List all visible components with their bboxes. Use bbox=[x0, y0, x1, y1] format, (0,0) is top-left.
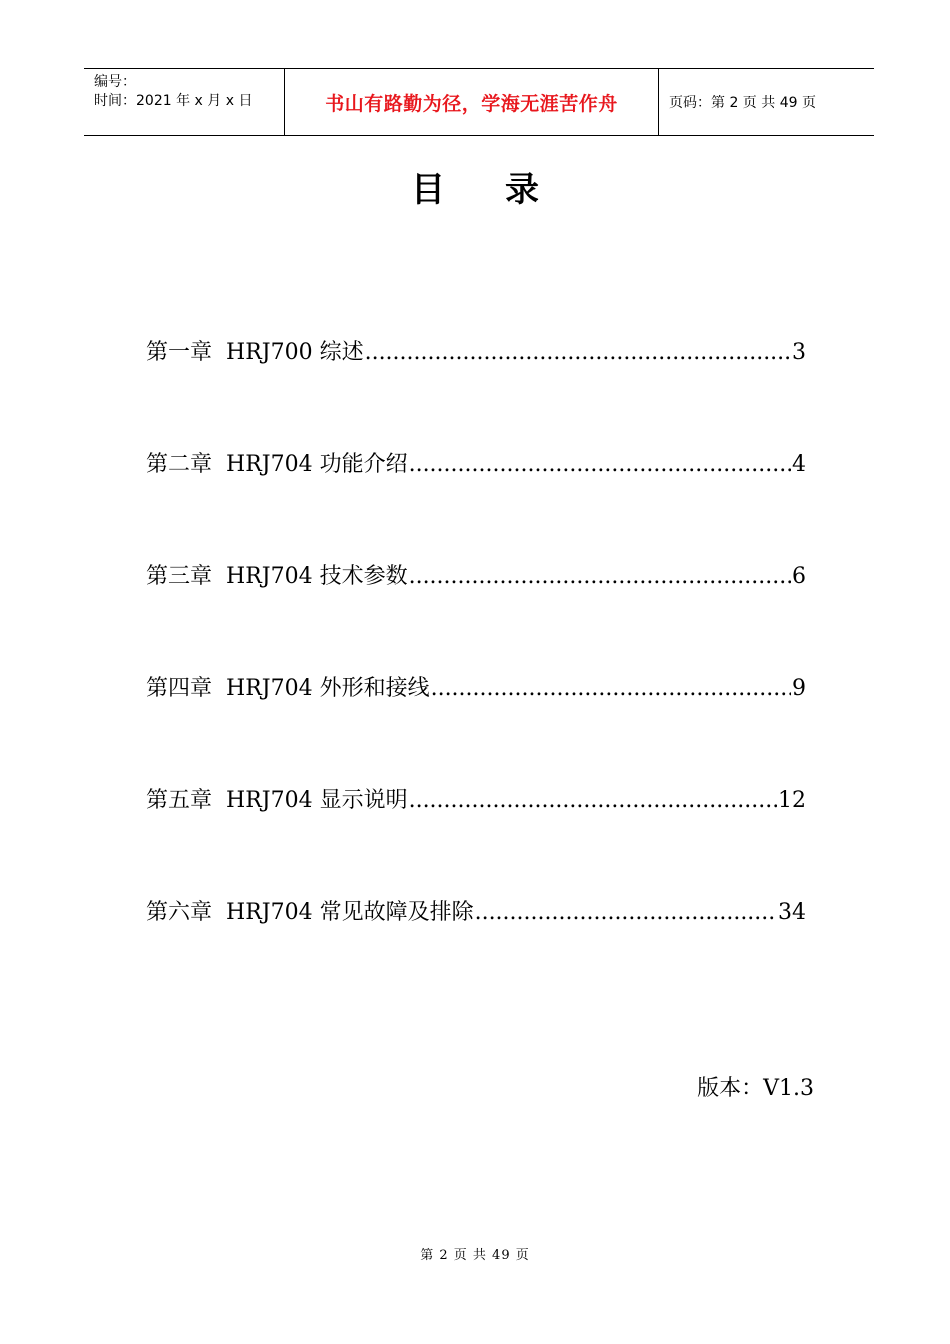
toc-entry[interactable] bbox=[146, 896, 806, 1008]
toc-entry[interactable] bbox=[146, 336, 806, 448]
toc-title: HRJ704 功能介绍 bbox=[226, 452, 408, 477]
toc-leader-dots bbox=[475, 896, 777, 930]
toc-entry[interactable] bbox=[146, 448, 806, 560]
header-page-info: 页码：第 2 页 共 49 页 bbox=[669, 95, 816, 111]
toc-entry[interactable] bbox=[146, 560, 806, 672]
toc-page-number: 4 bbox=[792, 452, 806, 477]
toc-page-number: 12 bbox=[778, 788, 806, 813]
header-motto: 书山有路勤为径，学海无涯苦作舟 bbox=[325, 92, 618, 115]
toc-title: HRJ704 常见故障及排除 bbox=[226, 900, 474, 925]
toc-page-number: 6 bbox=[792, 564, 806, 589]
toc-page-number: 3 bbox=[792, 340, 806, 365]
toc-entry[interactable] bbox=[146, 784, 806, 896]
title-char-1: 目 bbox=[411, 170, 445, 210]
toc-chapter: 第六章 bbox=[146, 900, 213, 925]
page-header bbox=[84, 68, 874, 136]
toc-entry[interactable] bbox=[146, 672, 806, 784]
toc-leader-dots bbox=[365, 336, 791, 370]
header-meta bbox=[84, 69, 285, 135]
toc-leader-dots bbox=[409, 560, 791, 594]
toc-title: HRJ704 显示说明 bbox=[226, 788, 408, 813]
toc-leader-dots bbox=[409, 784, 777, 818]
toc-title: HRJ700 综述 bbox=[226, 340, 364, 365]
toc-page-number: 34 bbox=[778, 900, 806, 925]
toc-title: HRJ704 技术参数 bbox=[226, 564, 408, 589]
toc-page-number: 9 bbox=[792, 676, 806, 701]
toc-chapter: 第三章 bbox=[146, 564, 213, 589]
header-motto-cell bbox=[285, 69, 659, 135]
title-char-2: 录 bbox=[505, 170, 539, 210]
page-footer: 第 2 页 共 49 页 bbox=[420, 1248, 530, 1263]
header-page-info-cell bbox=[659, 69, 874, 135]
toc-chapter: 第一章 bbox=[146, 340, 213, 365]
header-number-label: 编号： bbox=[94, 74, 136, 90]
header-time-label: 时间：2021 年 x 月 x 日 bbox=[94, 93, 253, 109]
toc-chapter: 第二章 bbox=[146, 452, 213, 477]
toc-chapter: 第五章 bbox=[146, 788, 213, 813]
table-of-contents bbox=[146, 336, 806, 1008]
toc-leader-dots bbox=[409, 448, 791, 482]
version-label: 版本：V1.3 bbox=[697, 1076, 814, 1101]
page-title bbox=[0, 162, 950, 211]
toc-leader-dots bbox=[431, 672, 791, 706]
toc-chapter: 第四章 bbox=[146, 676, 213, 701]
toc-title: HRJ704 外形和接线 bbox=[226, 676, 430, 701]
